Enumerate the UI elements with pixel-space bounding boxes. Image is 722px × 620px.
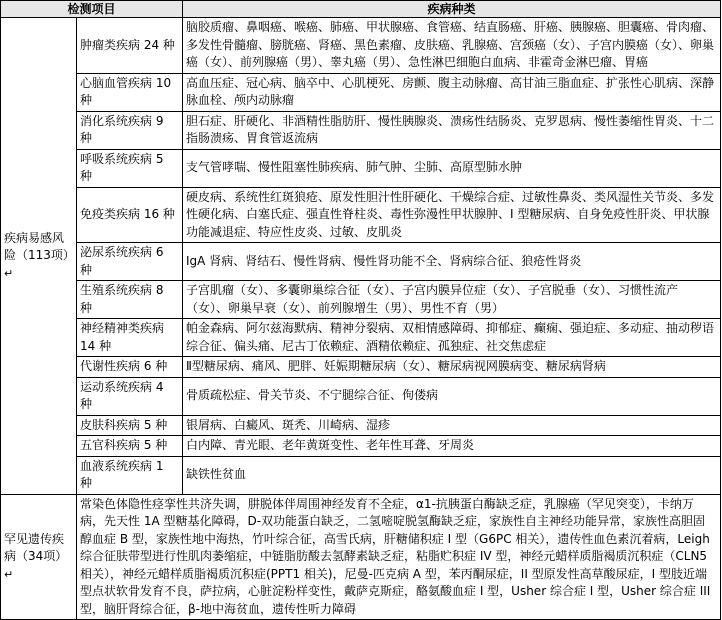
table-row <box>1 281 721 319</box>
disease-list: 银屑病、白癜风、斑秃、川崎病、湿疹 <box>183 415 721 436</box>
table-row <box>1 319 721 357</box>
disease-list: 胆石症、肝硬化、非酒精性脂肪肝、慢性胰腺炎、溃疡性结肠炎、克罗恩病、慢性萎缩性胃炎、十二指肠溃疡、胃食管返流病 <box>183 111 721 149</box>
disease-list: Ⅱ型糖尿病、痛风、肥胖、妊娠期糖尿病（女）、糖尿病视网膜病变、糖尿病肾病 <box>183 357 721 378</box>
table-row <box>1 149 721 187</box>
disease-list: IgA 肾病、肾结石、慢性肾病、慢性肾功能不全、肾病综合征、狼疮性肾炎 <box>183 243 721 281</box>
table-row <box>1 357 721 378</box>
disease-list: 硬皮病、系统性红斑狼疮、原发性胆汁性肝硬化、干燥综合症、过敏性鼻炎、类风湿性关节炎、多发性硬化病、白塞氏症、强直性脊柱炎、毒性弥漫性甲状腺肿、I 型糖尿病、自身免疫性肝炎、甲状腺功能减退症、特应性皮炎、过敏、皮肌炎 <box>183 187 721 243</box>
category-cell: 皮肤科疾病 5 种 <box>77 415 183 436</box>
category-cell: 肿瘤类疾病 24 种 <box>77 18 183 74</box>
table-row <box>1 436 721 457</box>
category-cell: 生殖系统疾病 8 种 <box>77 281 183 319</box>
table-row <box>1 494 721 620</box>
disease-list: 帕金森病、阿尔兹海默病、精神分裂病、双相情感障碍、抑郁症、癫痫、强迫症、多动症、抽动秽语综合征、偏头痛、尼古丁依赖症、酒精依赖症、孤独症、社交焦虑症 <box>183 319 721 357</box>
group-label: 疾病易感风险（113项） <box>4 230 75 262</box>
table-row <box>1 243 721 281</box>
disease-list: 子宫肌瘤（女）、多囊卵巢综合征（女）、子宫内膜异位症（女）、子宫脱垂（女）、习惯性流产（女）、卵巢早衰（女）、前列腺增生（男）、男性不育（男） <box>183 281 721 319</box>
category-cell: 神经精神类疾病 14 种 <box>77 319 183 357</box>
table-row <box>1 73 721 111</box>
group-susceptibility: 疾病易感风险（113项）↵ <box>1 18 77 495</box>
table-row <box>1 18 721 74</box>
category-cell: 五官科疾病 5 种 <box>77 436 183 457</box>
category-cell: 血液系统疾病 1 种 <box>77 456 183 494</box>
category-cell: 呼吸系统疾病 5 种 <box>77 149 183 187</box>
disease-list: 高血压症、冠心病、脑卒中、心肌梗死、房颤、腹主动脉瘤、高甘油三脂血症、扩张性心肌病、深静脉血栓、颅内动脉瘤 <box>183 73 721 111</box>
table-row <box>1 111 721 149</box>
category-cell: 免疫类疾病 16 种 <box>77 187 183 243</box>
category-cell: 泌尿系统疾病 6 种 <box>77 243 183 281</box>
disease-list: 缺铁性贫血 <box>183 456 721 494</box>
category-cell: 心脑血管疾病 10 种 <box>77 73 183 111</box>
rare-disease-list: 常染色体隐性痉挛性共济失调，肼脱体伴周围神经发育不全症，α1-抗胰蛋白酶缺乏症，乳腺癌（罕见突变），卡纳万病，先天性 1A 型糖基化障碍，D-双功能蛋白缺乏，二氢嘧啶脱氢酶缺乏症，家族性自主神经功能异常，家族性高胆固醇血症 B 型，家族性地中海热，竹叶综合征，高雪氏病，肝糖储积症 I 型（G6PC 相关），遗传性血色素沉着病，Leigh 综合征肤带型进行性肌肉萎缩症，中链脂肪酸去氢酵素缺乏症，粘脂贮积症 IV 型，神经元蜡样质脂褐质沉积症（CLN5 相关），神经元蜡样质脂褐质沉积症(PPT1 相关)，尼曼-匹克病 A 型，苯丙酮尿症，II 型原发性高草酸尿症，I 型肢近端型点状软骨发育不良，萨拉病，心脏淀粉样变性，戴萨克斯症，酪氨酸血症 I 型，Usher 综合症 I 型，Usher 综合症 III 型，脑肝肾综合征，β-地中海贫血，遗传性听力障碍 <box>77 494 721 620</box>
disease-list: 支气管哮喘、慢性阻塞性肺疾病、肺气肿、尘肺、高原型肺水肿 <box>183 149 721 187</box>
group-rare-genetic: 罕见遗传疾病（34项）↵ <box>1 494 77 620</box>
category-cell: 消化系统疾病 9 种 <box>77 111 183 149</box>
disease-list: 白内障、青光眼、老年黄斑变性、老年性耳聋、牙周炎 <box>183 436 721 457</box>
table-row <box>1 415 721 436</box>
category-cell: 运动系统疾病 4 种 <box>77 377 183 415</box>
header-test-item: 检测项目 <box>1 1 183 18</box>
header-row <box>1 1 721 18</box>
disease-list: 骨质疏松症、骨关节炎、不宁腿综合征、佝偻病 <box>183 377 721 415</box>
header-disease-type: 疾病种类 <box>183 1 721 18</box>
group-label: 罕见遗传疾病（34项） <box>4 531 68 563</box>
table-row <box>1 456 721 494</box>
table-row <box>1 377 721 415</box>
table-row <box>1 187 721 243</box>
disease-list: 脑胶质瘤、鼻咽癌、喉癌、肺癌、甲状腺癌、食管癌、结直肠癌、肝癌、胰腺癌、胆囊癌、骨肉瘤、多发性骨髓瘤、膀胱癌、肾癌、黑色素瘤、皮肤癌、乳腺癌、宫颈癌（女）、子宫内膜癌（女）、卵巢癌（女）、前列腺癌（男）、睾丸癌（男）、急性淋巴细胞白血病、非霍奇金淋巴瘤、胃癌 <box>183 18 721 74</box>
category-cell: 代谢性疾病 6 种 <box>77 357 183 378</box>
